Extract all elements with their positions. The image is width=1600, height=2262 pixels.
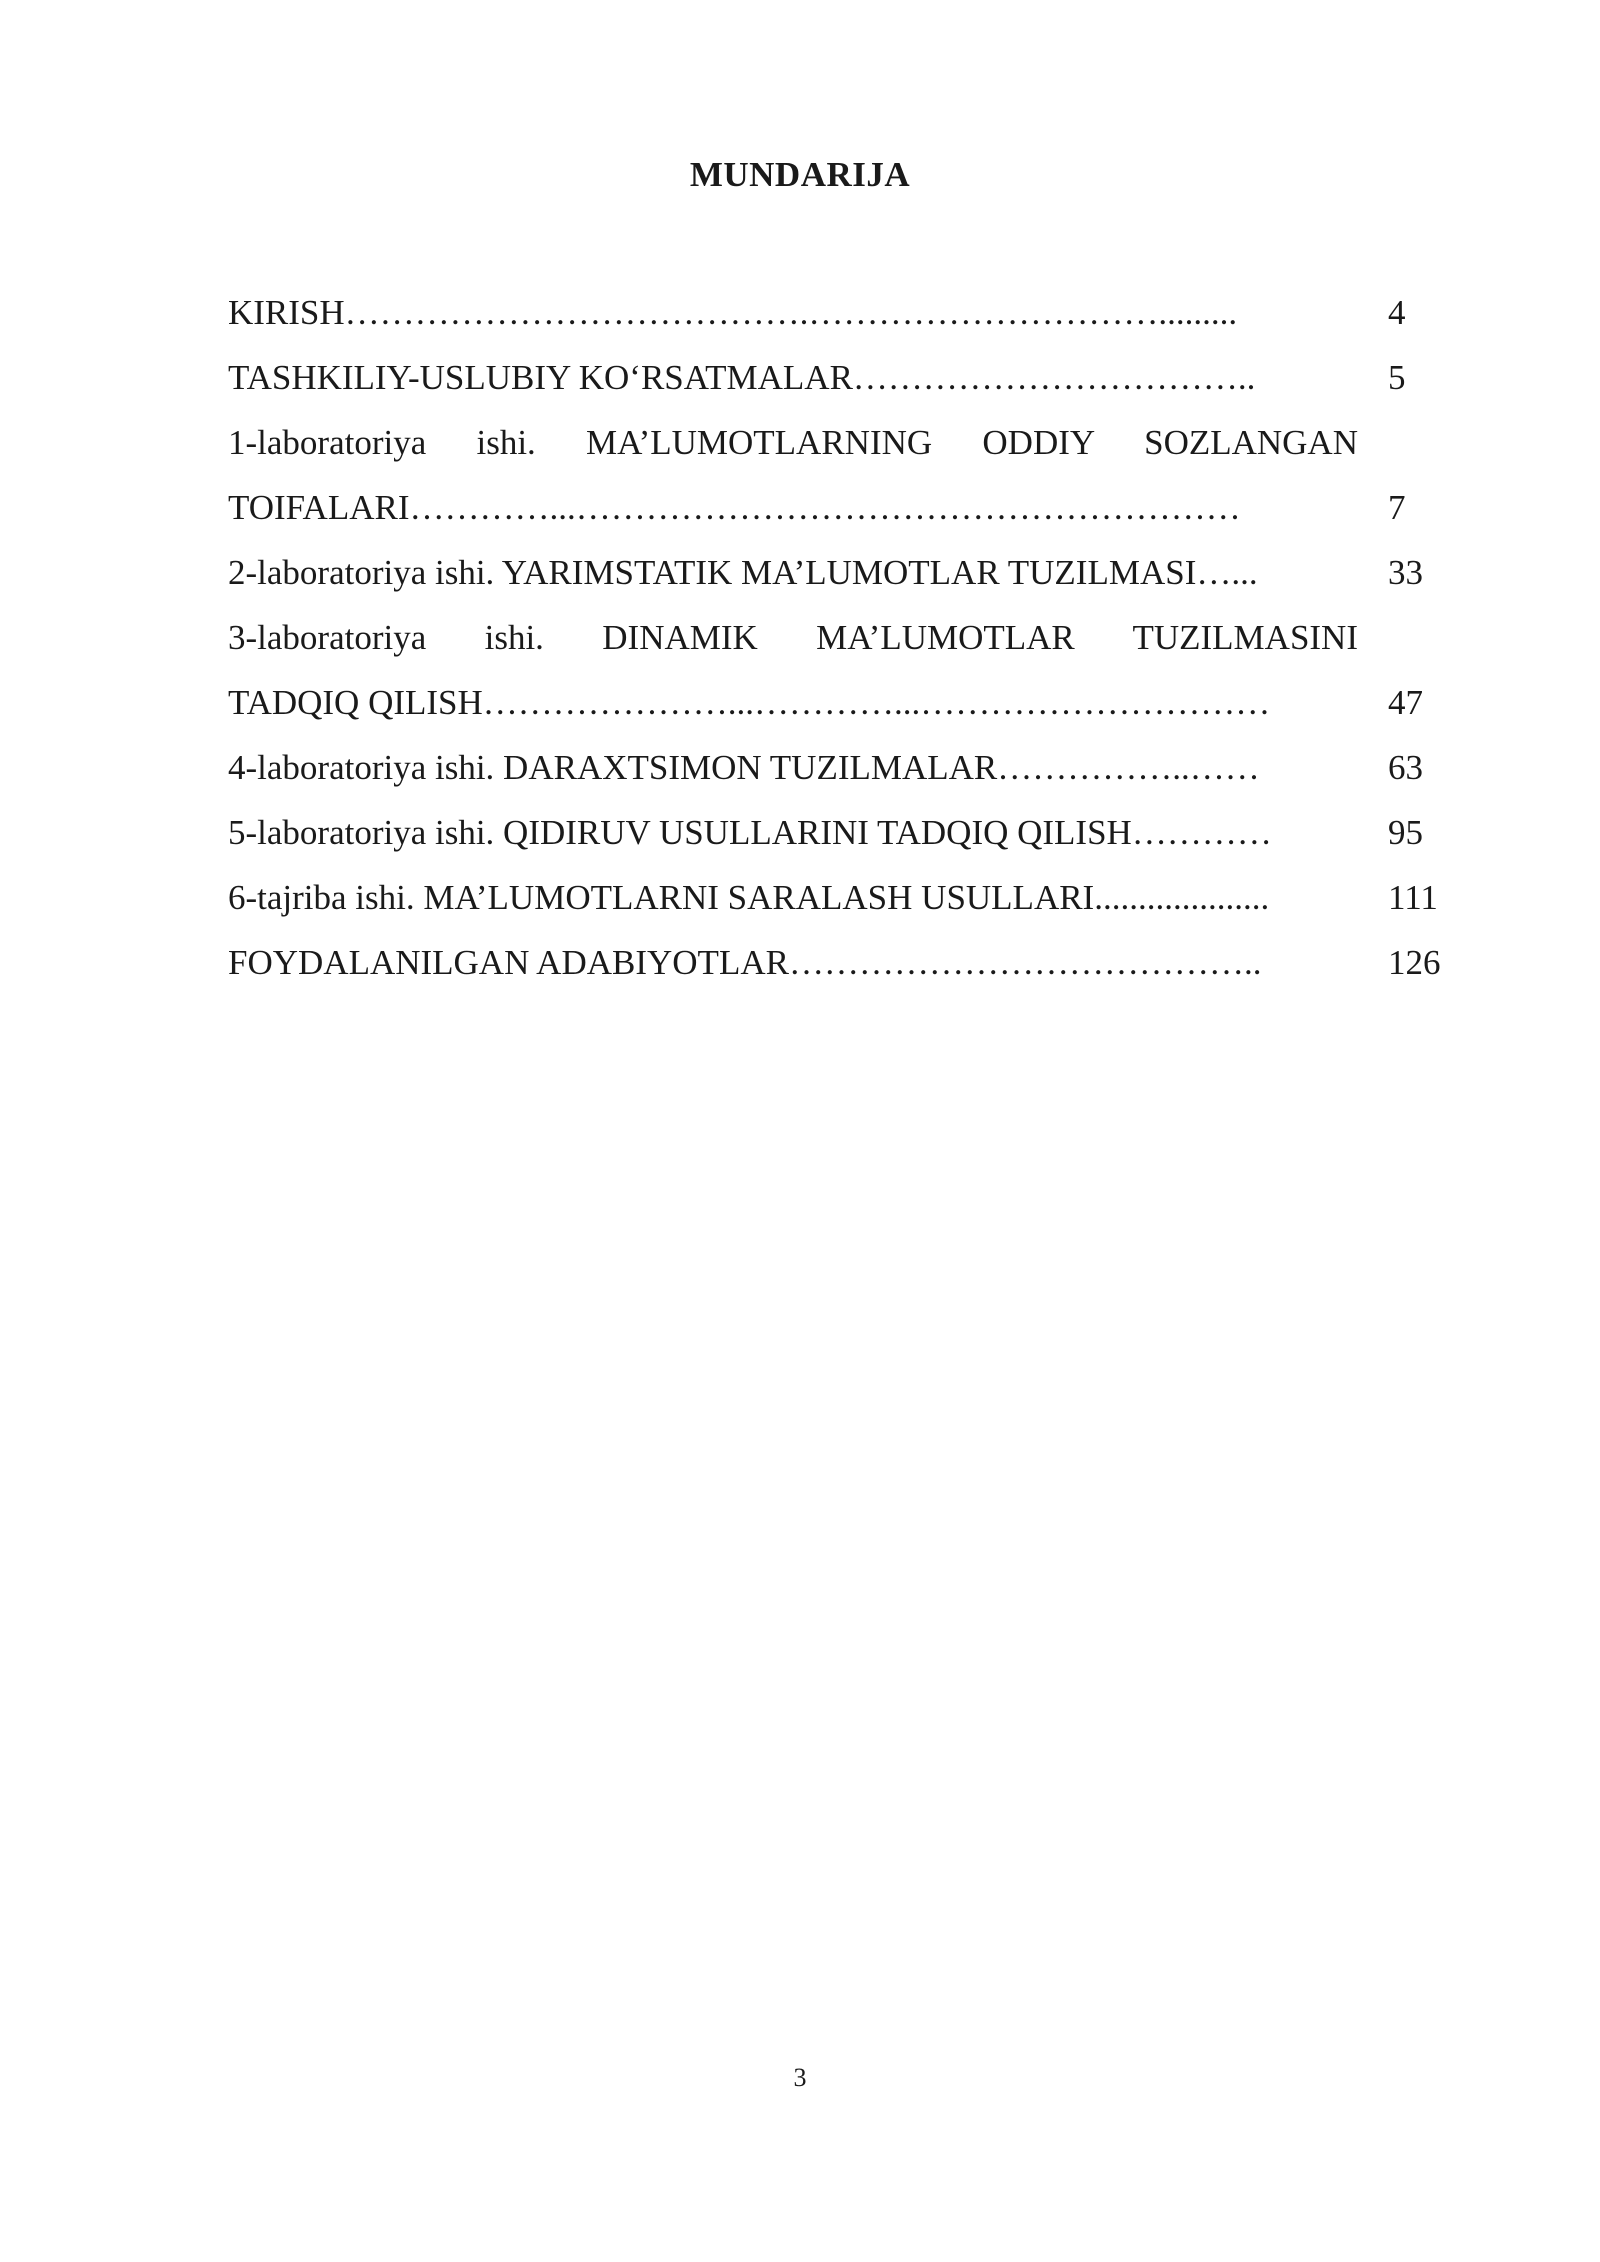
toc-entry-page: 5	[1388, 358, 1406, 397]
table-of-contents	[228, 280, 1458, 995]
toc-entry-page: 33	[1388, 553, 1423, 592]
toc-entry-text: TASHKILIY-USLUBIY KO‘RSATMALAR……………………………..	[228, 358, 1256, 397]
toc-entry-text: KIRISH………………………………….………………………….........	[228, 293, 1238, 332]
toc-entry-lab2[interactable]	[228, 540, 1458, 605]
toc-entry-page: 111	[1388, 878, 1438, 917]
page-title: MUNDARIJA	[689, 155, 911, 194]
toc-entry-lab4[interactable]	[228, 735, 1458, 800]
toc-entry-text: 5-laboratoriya ishi. QIDIRUV USULLARINI TADQIQ QILISH…………	[228, 813, 1272, 852]
toc-entry-text: 4-laboratoriya ishi. DARAXTSIMON TUZILMALAR……………..……	[228, 748, 1260, 787]
toc-entry-text: 6-tajriba ishi. MA’LUMOTLARNI SARALASH USULLARI....................	[228, 878, 1270, 917]
toc-entry-text: 3-laboratoriya ishi. DINAMIK MA’LUMOTLAR TUZILMASINI	[228, 618, 1358, 657]
toc-entry-page: 47	[1388, 683, 1423, 722]
toc-entry-lab1-line1[interactable]	[228, 410, 1458, 475]
toc-entry-lab3-line1[interactable]	[228, 605, 1458, 670]
toc-entry-page: 126	[1388, 943, 1441, 982]
toc-entry-lab6[interactable]	[228, 865, 1458, 930]
toc-entry-lab1-line2[interactable]	[228, 475, 1458, 540]
toc-entry-text: FOYDALANILGAN ADABIYOTLAR…………………………………..	[228, 943, 1262, 982]
toc-entry-page: 4	[1388, 293, 1406, 332]
toc-entry-text: TOIFALARI…………...…………………………………………………	[228, 488, 1241, 527]
toc-entry-lab3-line2[interactable]	[228, 670, 1458, 735]
toc-entry-page: 95	[1388, 813, 1423, 852]
page-number: 3	[793, 2063, 807, 2092]
toc-entry-text: TADQIQ QILISH…………………...…………...…………………………	[228, 683, 1271, 722]
toc-entry-kirish[interactable]	[228, 280, 1458, 345]
toc-entry-adabiyotlar[interactable]	[228, 930, 1458, 995]
toc-entry-page: 63	[1388, 748, 1423, 787]
toc-entry-lab5[interactable]	[228, 800, 1458, 865]
toc-entry-text: 2-laboratoriya ishi. YARIMSTATIK MA’LUMOTLAR TUZILMASI…...	[228, 553, 1258, 592]
toc-entry-page: 7	[1388, 488, 1406, 527]
toc-entry-tashkiliy[interactable]	[228, 345, 1458, 410]
toc-entry-text: 1-laboratoriya ishi. MA’LUMOTLARNING ODDIY SOZLANGAN	[228, 423, 1358, 462]
